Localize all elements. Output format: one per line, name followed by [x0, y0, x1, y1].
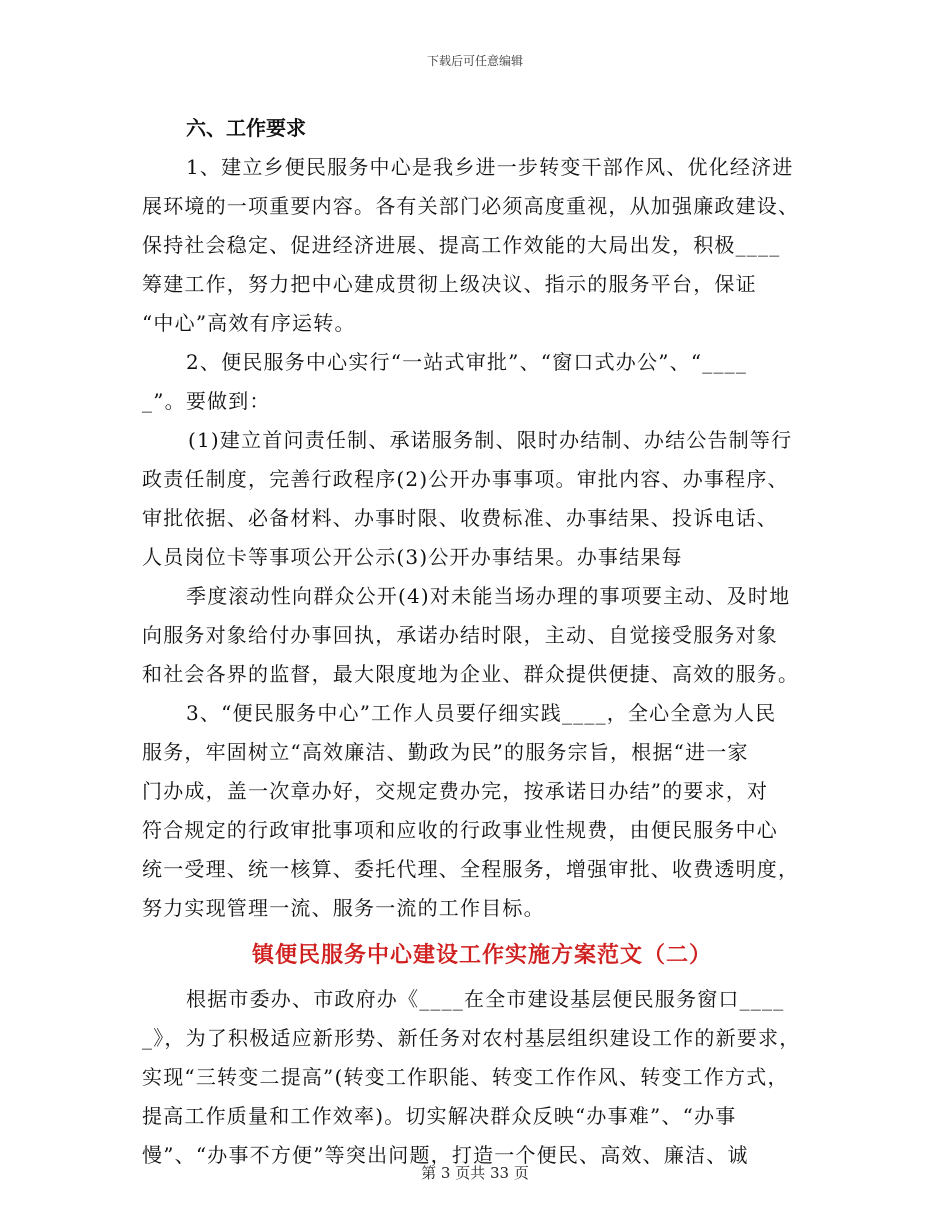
paragraph-line: 政责任制度，完善行政程序(2)公开办事事项。审批内容、办事程序、 — [142, 467, 789, 491]
paragraph-line: 向服务对象给付办事回执，承诺办结时限，主动、自觉接受服务对象 — [142, 623, 778, 647]
section-heading: 六、工作要求 — [186, 116, 306, 140]
paragraph-line: 审批依据、必备材料、办事时限、收费标准、办事结果、投诉电话、 — [142, 506, 778, 530]
paragraph-line: 提高工作质量和工作效率)。切实解决群众反映“办事难”、“办事 — [142, 1104, 737, 1128]
document-body — [142, 108, 822, 1175]
paragraph-line: 筹建工作，努力把中心建成贯彻上级决议、指示的服务平台，保证 — [142, 272, 757, 296]
paragraph-line: _”。要做到： — [142, 389, 271, 413]
paragraph-line: 和社会各界的监督，最大限度地为企业、群众提供便捷、高效的服务。 — [142, 662, 800, 686]
paragraph-line: 季度滚动性向群众公开(4)对未能当场办理的事项要主动、及时地 — [186, 584, 791, 608]
paragraph-line: 门办成，盖一次章办好，交规定费办完，按承诺日办结”的要求，对 — [142, 779, 769, 803]
paragraph-line: 慢”、“办事不方便”等突出问题，打造一个便民、高效、廉洁、诚 — [142, 1143, 749, 1167]
paragraph-line: (1)建立首问责任制、承诺服务制、限时办结制、办结公告制等行 — [188, 428, 793, 452]
paragraph-line: 根据市委办、市政府办《____在全市建设基层便民服务窗口____ — [186, 987, 785, 1011]
document-title: 镇便民服务中心建设工作实施方案范文（二） — [251, 943, 712, 968]
paragraph-line: _》，为了积极适应新形势、新任务对农村基层组织建设工作的新要求， — [142, 1026, 801, 1050]
paragraph-line: 2、便民服务中心实行“一站式审批”、“窗口式办公”、“____ — [186, 350, 748, 374]
paragraph-line: 1、建立乡便民服务中心是我乡进一步转变干部作风、优化经济进 — [186, 155, 794, 179]
paragraph-line: 保持社会稳定、促进经济进展、提高工作效能的大局出发，积极____ — [142, 233, 781, 257]
paragraph-line: 统一受理、统一核算、委托代理、全程服务，增强审批、收费透明度， — [142, 857, 800, 881]
paragraph-line: “中心”高效有序运转。 — [142, 311, 356, 335]
paragraph-line: 3、“便民服务中心”工作人员要仔细实践____，全心全意为人民 — [186, 701, 777, 725]
paragraph-line: 实现“三转变二提高”(转变工作职能、转变工作作风、转变工作方式， — [142, 1065, 789, 1089]
page-footer-number: 第 3 页共 33 页 — [421, 1164, 529, 1182]
paragraph-line: 服务，牢固树立“高效廉洁、勤政为民”的服务宗旨，根据“进一家 — [142, 740, 749, 764]
paragraph-line: 符合规定的行政审批事项和应收的行政事业性规费，由便民服务中心 — [142, 818, 778, 842]
paragraph-line: 展环境的一项重要内容。各有关部门必须高度重视，从加强廉政建设、 — [142, 194, 800, 218]
page-header-note: 下载后可任意编辑 — [426, 54, 523, 68]
paragraph-line: 努力实现管理一流、服务一流的工作目标。 — [142, 896, 545, 920]
paragraph-line: 人员岗位卡等事项公开公示(3)公开办事结果。办事结果每 — [142, 545, 683, 569]
